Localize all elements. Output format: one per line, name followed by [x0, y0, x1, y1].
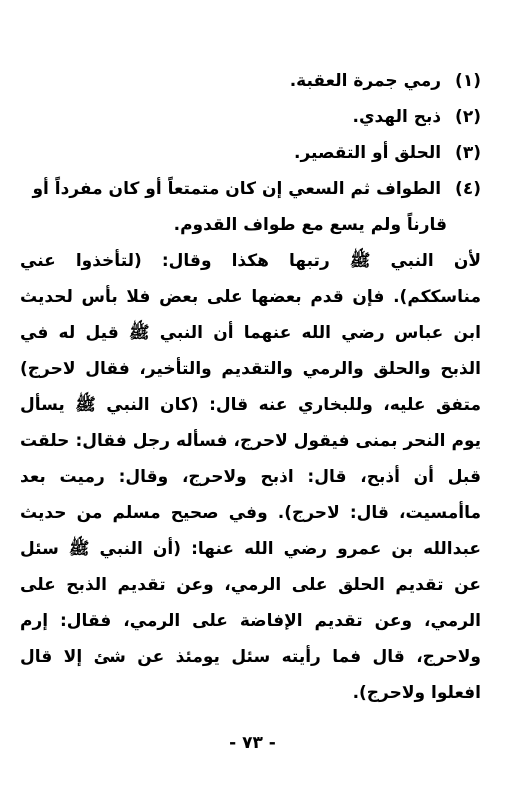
page-number: - ٧٣ - — [229, 733, 276, 753]
list-number: (٣) — [455, 143, 481, 163]
paragraph-line: لأن النبي ﷺ رتبها هكذا وقال: (لتأخذوا عني — [20, 251, 481, 271]
paragraph-line: عبدالله بن عمرو رضي الله عنها: (أن النبي ﷺ سئل — [20, 539, 481, 559]
list-item-text: الحلق أو التقصير. — [294, 143, 442, 163]
paragraph-line: ابن عباس رضي الله عنهما أن النبي ﷺ قيل له في — [20, 323, 481, 343]
paragraph-line: ماأمسيت، قال: لاحرج). وفي صحيح مسلم من حديث — [20, 503, 481, 523]
list-number: (٢) — [455, 107, 481, 127]
list-item-text: رمي جمرة العقبة. — [289, 71, 442, 91]
list-item-2 — [20, 102, 481, 132]
list-item-4-continuation: قارناً ولم يسع مع طواف القدوم. — [173, 215, 447, 235]
list-number: (٤) — [455, 179, 481, 199]
paragraph-line: مناسككم). فإن قدم بعضها على بعض فلا بأس لحديث — [20, 287, 481, 307]
list-item-1 — [20, 66, 481, 96]
paragraph-line: الرمي، وعن تقديم الإفاضة على الرمي، فقال: إرم — [20, 611, 481, 631]
list-item-3 — [20, 138, 481, 168]
list-number: (١) — [455, 71, 481, 91]
paragraph-line: يوم النحر بمنى فيقول لاحرج، فسأله رجل فقال: حلقت — [20, 431, 481, 451]
list-item-text: الطواف ثم السعي إن كان متمتعاً أو كان مفرداً أو — [32, 179, 442, 199]
paragraph-line: عن تقديم الحلق على الرمي، وعن تقديم الذبح على — [20, 575, 481, 595]
list-item-4 — [20, 174, 481, 204]
list-item-text: ذبح الهدي. — [352, 107, 442, 127]
paragraph-line: افعلوا ولاحرج). — [352, 683, 481, 703]
paragraph-line: متفق عليه، وللبخاري عنه قال: (كان النبي ﷺ يسأل — [20, 395, 481, 415]
paragraph-line: ولاحرج، قال فما رأيته سئل يومئذ عن شئ إلا قال — [20, 647, 481, 667]
paragraph-line: قبل أن أذبح، قال: اذبح ولاحرج، وقال: رميت بعد — [20, 467, 481, 487]
paragraph-line: الذبح والحلق والرمي والتقديم والتأخير، فقال لاحرج) — [20, 359, 481, 379]
